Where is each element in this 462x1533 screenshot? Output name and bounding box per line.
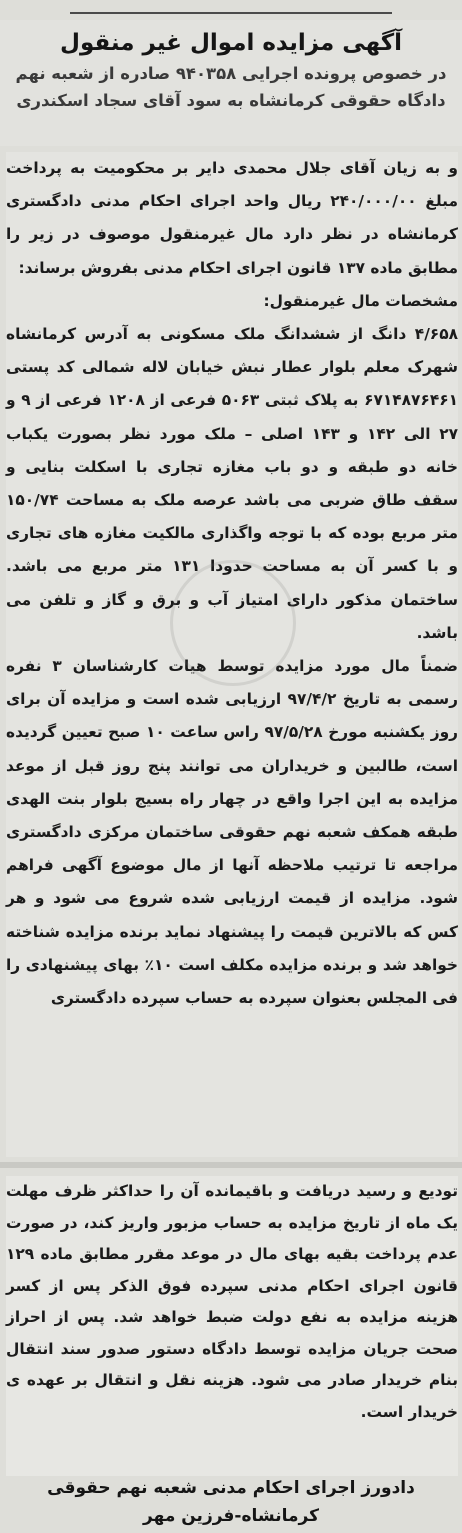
top-rule (70, 12, 392, 14)
body-intro: و به زیان آقای جلال محمدی دایر بر محکومیت به پرداخت مبلغ ۲۴۰/۰۰۰/۰۰ ریال واحد اجرای احکام مدنی دادگستری کرمانشاه در نظر دارد مال غیرمنقول موصوف در زیر را مطابق ماده ۱۳۷ قانون اجرای احکام مدنی بفروش برساند: (6, 159, 458, 277)
notice-column-continued (6, 1176, 458, 1476)
notice-column-main (6, 152, 458, 1157)
column-divider (0, 1162, 462, 1168)
signature-line1: دادورز اجرای احکام مدنی شعبه نهم حقوقی (47, 1478, 415, 1498)
notice-header (0, 20, 462, 146)
auction-terms: ضمناً مال مورد مزایده توسط هیات کارشناسان ۳ نفره رسمی به تاریخ ۹۷/۴/۲ ارزیابی شده است و مزایده آن برای روز یکشنبه مورخ ۹۷/۵/۲۸ راس ساعت ۱۰ صبح تعیین گردیده است، طالبین و خریداران می توانند پنج روز قبل از موعد مزایده به این اجرا واقع در چهار راه بسیج بلوار بنت الهدی طبقه همکف شعبه نهم حقوقی ساختمان مرکزی دادگستری مراجعه تا ترتیب ملاحظه آنها از مال موضوع آگهی فراهم شود. مزایده از قیمت ارزیابی شده شروع می شود و هر کس که بالاترین قیمت را پیشنهاد نماید برنده مزایده شناخته خواهد شد و برنده مزایده مکلف است ۱۰٪ بهای پیشنهادی را فی المجلس بعنوان سپرده به حساب سپرده دادگستری (6, 657, 459, 1008)
property-heading: مشخصات مال غیرمنقول: (263, 291, 458, 310)
payment-terms: تودیع و رسید دریافت و باقیمانده آن را حداکثر ظرف مهلت یک ماه از تاریخ مزایده به حساب مزبور واریز کند، در صورت عدم پرداخت بقیه بهای مال در موعد مقرر مطابق ماده ۱۲۹ قانون اجرای احکام مدنی سپرده فوق الذکر پس از کسر هزینه مزایده به نفع دولت ضبط خواهد شد. پس از احراز صحت جریان مزایده توسط دادگاه دستور صدور سند انتقال بنام خریدار صادر می شود. هزینه نقل و انتقال بر عهده ی خریدار است. (6, 1182, 458, 1421)
property-description: ۴/۶۵۸ دانگ از ششدانگ ملک مسکونی به آدرس کرمانشاه شهرک معلم بلوار عطار نبش خیابان لاله شمالی کد پستی ۶۷۱۴۸۷۶۴۶۱ به پلاک ثبتی ۵۰۶۳ فرعی از ۱۲۰۸ فرعی از ۹ و ۲۷ الی ۱۴۲ و ۱۴۳ اصلی – ملک مورد نظر بصورت یکباب خانه دو طبقه و دو باب مغازه تجاری با اسکلت بنایی و سقف طاق ضربی می باشد عرصه ملک به مساحت ۱۵۰/۷۴ متر مربع بوده که با توجه واگذاری مالکیت مغازه های تجاری و با کسر آن به مساحت حدودا ۱۳۱ متر مربع می باشد. ساختمان مذکور دارای امتیاز آب و برق و گاز و تلفن می باشد. (6, 325, 458, 642)
signature-line2: کرمانشاه-فرزین مهر (143, 1506, 319, 1526)
notice-subtitle-line2: دادگاه حقوقی کرمانشاه به سود آقای سجاد اسکندری (16, 91, 446, 110)
notice-subtitle-line1: در خصوص پرونده اجرایی ۹۴۰۳۵۸ صادره از شعبه نهم (15, 64, 447, 83)
signature-block (0, 1474, 462, 1530)
notice-title: آگهی مزایده اموال غیر منقول (59, 30, 403, 56)
